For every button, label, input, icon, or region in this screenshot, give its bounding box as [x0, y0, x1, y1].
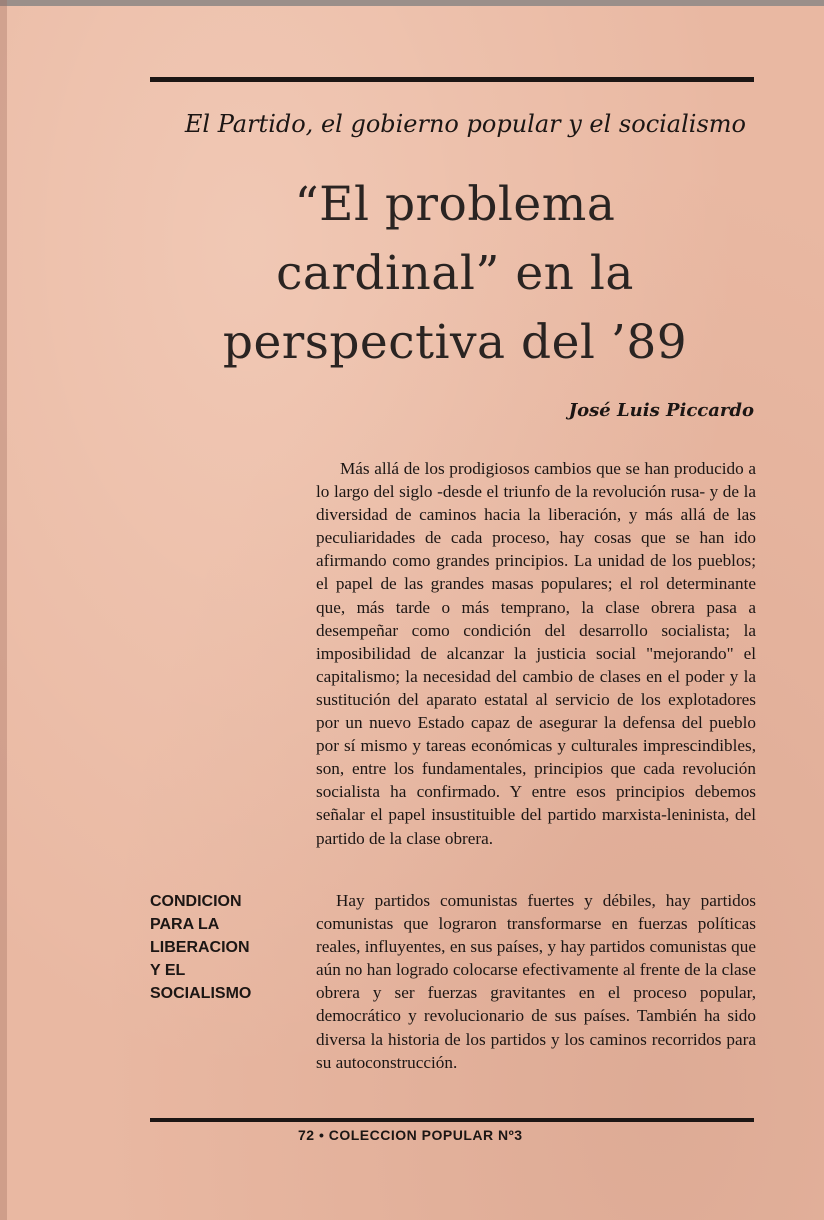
title-line: cardinal” en la: [276, 246, 634, 301]
title-line: perspectiva del ’89: [222, 315, 688, 370]
page-left-edge: [0, 0, 7, 1220]
title-line: “El problema: [294, 177, 616, 232]
page-top-edge: [0, 0, 824, 6]
side-heading: CONDICION PARA LA LIBERACION Y EL SOCIALISMO: [150, 893, 252, 1002]
bottom-rule: [150, 1118, 754, 1122]
article-title: [170, 170, 740, 377]
body-paragraph-2: Hay partidos comunistas fuertes y débiles, hay partidos comunistas que lograron transformarse en fuerzas políticas reales, influyentes, en sus países, y hay partidos comunistas que aún no han logrado colocarse efectivamente al frente de la clase obrera y ser fuerzas gravitantes en el proceso popular, democrático y revolucionario de sus países. También ha sido diversa la historia de los partidos y los caminos recorridos para su autoconstrucción.: [316, 891, 756, 1072]
top-rule: [150, 77, 754, 82]
body-paragraph-1: Más allá de los prodigiosos cambios que se han producido a lo largo del siglo -desde el triunfo de la revolución rusa- y de la diversidad de caminos hacia la liberación, y más allá de las peculiaridades de cada proceso, hay cosas que se han ido afirmando como grandes principios. La unidad de los pueblos; el papel de las grandes masas populares; el rol determinante que, más tarde o más temprano, la clase obrera pasa a desempeñar como condición del desarrollo socialista; la imposibilidad de alcanzar la justicia social "mejorando" el capitalismo; la necesidad del cambio de clases en el poder y la sustitución del aparato estatal al servicio de los explotadores por un nuevo Estado capaz de asegurar la defensa del pueblo por sí mismo y tareas económicas y culturales imprescindibles, son, entre los fundamentales, principios que cada revolución socialista ha confirmado. Y entre esos principios debemos señalar el papel insustituible del partido marxista-leninista, del partido de la clase obrera.: [316, 459, 756, 848]
section-title: El Partido, el gobierno popular y el socialismo: [184, 110, 746, 138]
page-footer: 72 • COLECCION POPULAR Nº3: [298, 1127, 523, 1143]
author-name: José Luis Piccardo: [568, 400, 754, 421]
